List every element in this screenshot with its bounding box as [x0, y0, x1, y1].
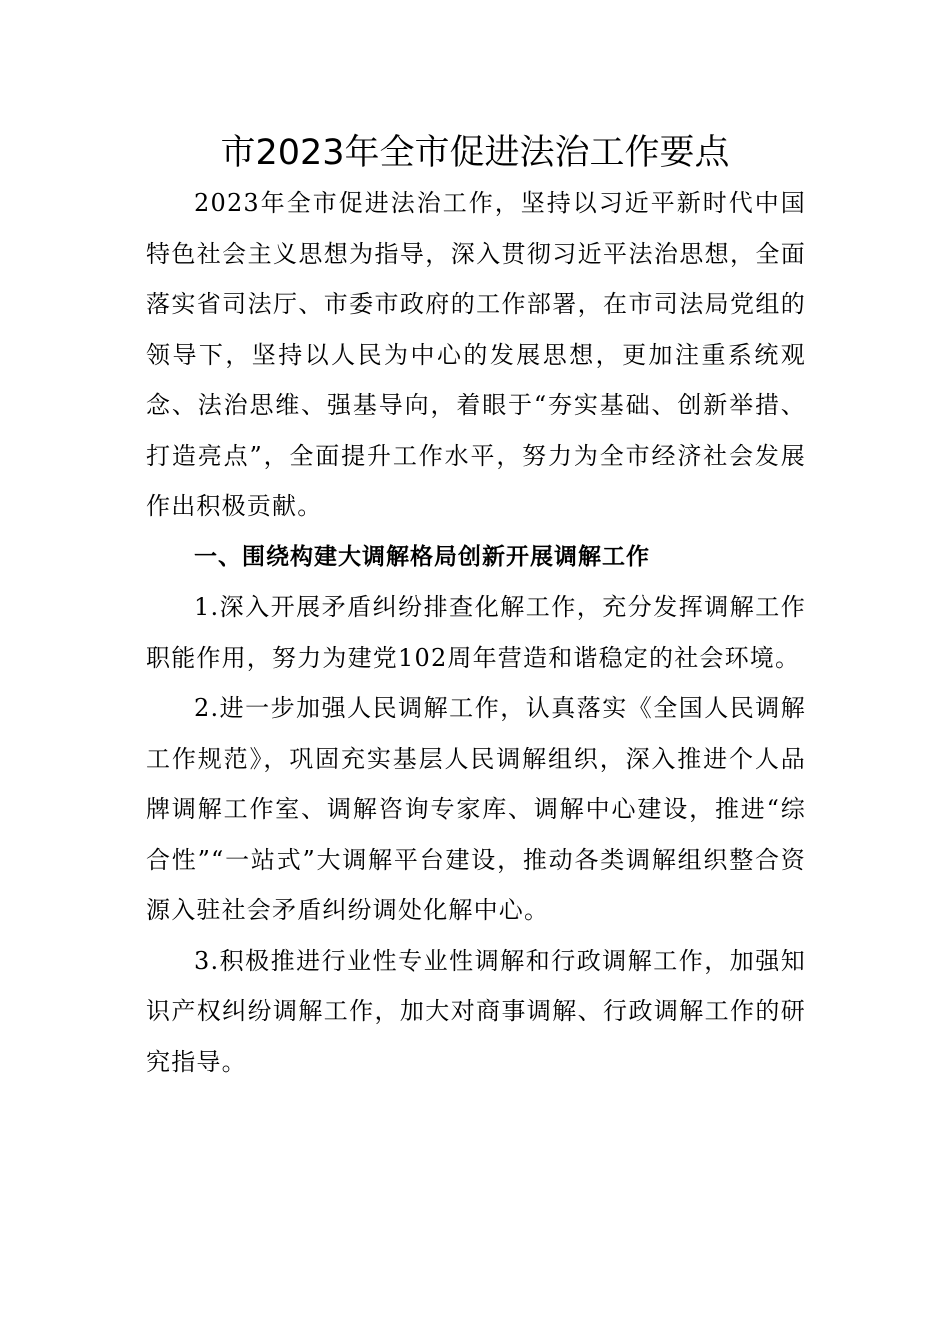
section-heading-1: 一、围绕构建大调解格局创新开展调解工作: [194, 543, 650, 570]
section-1-item-1: 1.深入开展矛盾纠纷排查化解工作，充分发挥调解工作职能作用，努力为建党102周年营造和谐稳定的社会环境。: [146, 593, 806, 672]
section-1-item-3: 3.积极推进行业性专业性调解和行政调解工作，加强知识产权纠纷调解工作，加大对商事调解、行政调解工作的研究指导。: [146, 946, 806, 1076]
intro-paragraph: 2023年全市促进法治工作，坚持以习近平新时代中国特色社会主义思想为指导，深入贯彻习近平法治思想，全面落实省司法厅、市委市政府的工作部署，在市司法局党组的领导下，坚持以人民为中心的发展思想，更加注重系统观念、法治思维、强基导向，着眼于“夯实基础、创新举措、打造亮点”，全面提升工作水平，努力为全市经济社会发展作出积极贡献。: [146, 189, 806, 520]
document-body: [146, 178, 806, 1087]
section-1-item-2: 2.进一步加强人民调解工作，认真落实《全国人民调解工作规范》，巩固充实基层人民调解组织，深入推进个人品牌调解工作室、调解咨询专家库、调解中心建设，推进“综合性”“一站式”大调解平台建设，推动各类调解组织整合资源入驻社会矛盾纠纷调处化解中心。: [146, 694, 806, 924]
document-title: 市2023年全市促进法治工作要点: [220, 133, 730, 173]
